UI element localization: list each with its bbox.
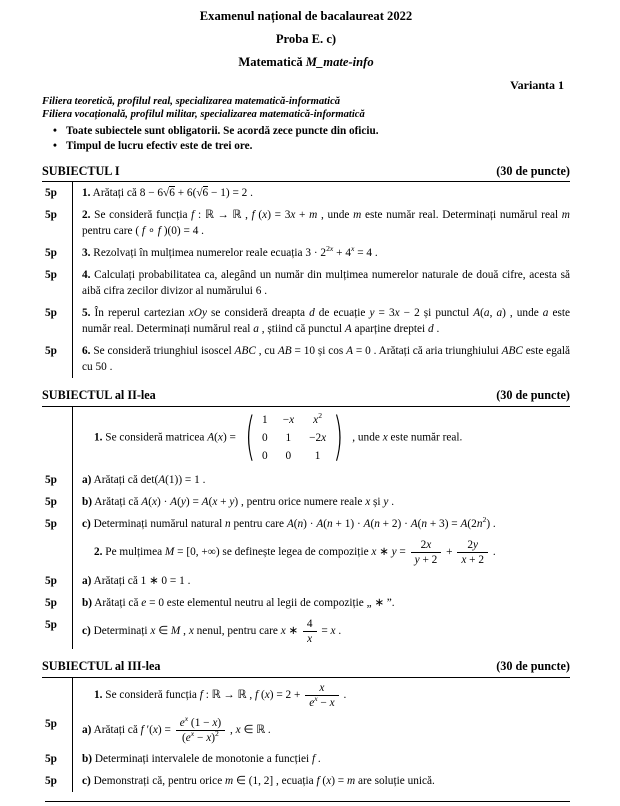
problem-text: 1. Arătați că 8 − 6√6 + 6(√6 − 1) = 2 .	[72, 182, 570, 204]
points-label: 5p	[45, 517, 57, 530]
instruction-text: Timpul de lucru efectiv este de trei ore.	[66, 139, 253, 152]
points-label: 5p	[45, 307, 57, 320]
points-label: 5p	[45, 209, 57, 222]
points-label	[45, 678, 72, 713]
section-heading: SUBIECTUL al III-lea	[42, 659, 161, 674]
problem-row	[45, 592, 570, 614]
bullet-icon: •	[53, 139, 57, 152]
instruction-text: Toate subiectele sunt obligatorii. Se acordă zece puncte din oficiu.	[66, 124, 379, 137]
points-label: 5p	[45, 187, 57, 200]
problem-text: 2. Se consideră funcția f : ℝ → ℝ , f (x) = 3x + m , unde m este număr real. Determinați numărul real m pentru care ( f ∘ f )(0) = 4 .	[72, 204, 570, 242]
problem-row	[45, 264, 570, 302]
problem-row	[45, 678, 570, 713]
problem-row	[45, 535, 570, 570]
instruction-item	[44, 139, 570, 154]
section-points: (30 de puncte)	[496, 163, 570, 178]
points-label: 5p	[45, 775, 57, 788]
problem-row	[45, 340, 570, 378]
section-heading-row	[42, 163, 570, 182]
problem-row	[45, 182, 570, 204]
section-points: (30 de puncte)	[496, 388, 570, 403]
problem-row	[45, 614, 570, 649]
points-label: 5p	[45, 269, 57, 282]
points-label: 5p	[45, 247, 57, 260]
section-heading: SUBIECTUL I	[42, 163, 120, 178]
problem-row	[45, 770, 570, 792]
page-title: Examenul național de bacalaureat 2022	[199, 9, 413, 23]
section-subiectul-3	[42, 658, 570, 792]
section-subiectul-1	[42, 163, 570, 379]
section-heading-row	[42, 658, 570, 677]
problem-text: 6. Se consideră triunghiul isoscel ABC , cu AB = 10 și cos A = 0 . Arătați că aria triunghiului ABC este egală cu 50 .	[72, 340, 570, 378]
problem-row	[45, 570, 570, 592]
problem-text: 2. Pe mulțimea M = [0, +∞) se definește legea de compoziție x ∗ y = $\frac{2x}{y + 2}$ + $\frac{2y}{x + 2}$ .	[72, 535, 570, 570]
subject-title	[42, 54, 570, 72]
problem-text: b) Arătați că e = 0 este elementul neutru al legii de compoziție „ ∗ ”.	[72, 592, 570, 614]
points-label: 5p	[45, 597, 57, 610]
problem-row	[45, 242, 570, 264]
bullet-icon: •	[53, 124, 57, 137]
problem-text: 3. Rezolvați în mulțimea numerelor reale ecuația $3 \cdot 2^{2x} + 4^x = 4$ .	[72, 242, 570, 264]
section-subiectul-2	[42, 387, 570, 649]
problem-text: c) Determinați x ∈ M , x nenul, pentru care x ∗ $\frac{4}{x}$ = x .	[72, 614, 570, 649]
problem-text: c) Demonstrați că, pentru orice m ∈ (1, 2] , ecuația f (x) = m are soluție unică.	[72, 770, 570, 792]
filiera-note: Filiera vocațională, profilul militar, specializarea matematică-informatică	[42, 108, 365, 120]
instruction-item	[44, 124, 570, 139]
problem-row	[45, 407, 570, 469]
points-label	[45, 535, 72, 570]
problem-text: 1. Se consideră funcția f : ℝ → ℝ , f (x) = 2 + $\frac{x}{e^x - x}$ .	[72, 678, 570, 713]
problem-text: c) Determinați numărul natural n pentru care $A(n) \cdot A(n + 1) \cdot A(n + 2) \cdot A(n + 3) = A(2n^2)$ .	[72, 513, 570, 535]
points-label: 5p	[45, 753, 57, 766]
problem-row	[45, 469, 570, 491]
problem-row	[45, 513, 570, 535]
problem-text: b) Arătați că A(x) · A(y) = A(x + y) , pentru orice numere reale x și y .	[72, 491, 570, 513]
problem-text: a) Arătați că f ′(x) = $\frac{e^x (1 - x)}{(e^x - x)^2}$ , x ∈ ℝ .	[72, 713, 570, 748]
points-label	[45, 407, 72, 469]
problem-text: b) Determinați intervalele de monotonie a funcției f .	[72, 748, 570, 770]
filiera-note: Filiera teoretică, profilul real, specializarea matematică-informatică	[42, 95, 341, 107]
problem-text: 5. În reperul cartezian xOy se consideră dreapta d de ecuație y = 3x − 2 și punctul A(a, a) , unde a este număr real. Determinați numărul real a , știind că punctul A aparține dreptei d .	[72, 302, 570, 340]
problem-text: a) Arătați că det(A(1)) = 1 .	[72, 469, 570, 491]
subject-name: M_mate-info	[305, 54, 374, 69]
subject-title-prefix: Matematică	[238, 54, 306, 69]
points-label: 5p	[45, 473, 57, 486]
points-label: 5p	[45, 619, 57, 632]
bottom-rule	[45, 801, 570, 802]
problem-text: 1. Se consideră matricea A(x) = ( 1 −x $x^2$ 0 1 −2x 0 0 1 ) , unde x este număr real.	[72, 407, 570, 469]
problem-row	[45, 302, 570, 340]
problems-block	[45, 182, 570, 378]
section-heading: SUBIECTUL al II-lea	[42, 388, 156, 403]
section-heading-row	[42, 387, 570, 406]
section-points: (30 de puncte)	[496, 659, 570, 674]
problem-row	[45, 748, 570, 770]
variant-label: Varianta 1	[510, 77, 564, 92]
instructions-list	[44, 124, 570, 154]
problem-row	[45, 491, 570, 513]
points-label: 5p	[45, 345, 57, 358]
problem-text: a) Arătați că 1 ∗ 0 = 1 .	[72, 570, 570, 592]
problem-text: 4. Calculați probabilitatea ca, alegând un număr din mulțimea numerelor naturale de două cifre, acesta să aibă cifra zecilor divizor al numărului 6 .	[72, 264, 570, 302]
points-label: 5p	[45, 717, 57, 730]
points-label: 5p	[45, 495, 57, 508]
problems-block	[45, 678, 570, 793]
points-label: 5p	[45, 575, 57, 588]
problems-block	[45, 407, 570, 650]
problem-row	[45, 204, 570, 242]
proba-title: Proba E. c)	[275, 31, 337, 46]
problem-row	[45, 713, 570, 748]
